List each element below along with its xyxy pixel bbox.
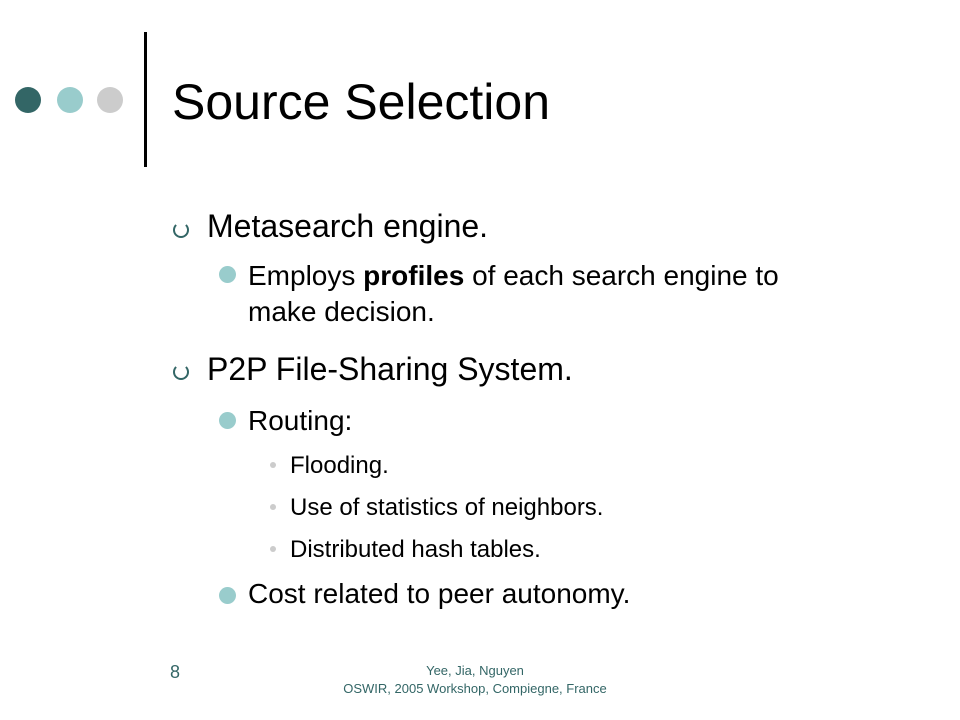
small-dot-bullet-icon xyxy=(270,546,276,552)
slide-title: Source Selection xyxy=(172,74,551,130)
filled-circle-bullet-icon xyxy=(219,587,236,604)
footer-venue: OSWIR, 2005 Workshop, Compiegne, France xyxy=(343,681,607,696)
open-circle-bullet-icon xyxy=(173,222,189,238)
footer-credits xyxy=(290,662,660,698)
text-profiles-rest: of each search engine to make decision. xyxy=(248,260,779,327)
text-profiles-bold: profiles xyxy=(363,260,465,291)
text-employs: Employs xyxy=(248,260,364,291)
bullet-statistics: Use of statistics of neighbors. xyxy=(290,494,604,521)
small-dot-bullet-icon xyxy=(270,504,276,510)
bullet-routing: Routing: xyxy=(248,405,353,436)
bullet-flooding: Flooding. xyxy=(290,452,389,479)
open-circle-bullet-icon xyxy=(173,364,189,380)
filled-circle-bullet-icon xyxy=(219,266,236,283)
page-number: 8 xyxy=(170,662,181,682)
bullet-metasearch: Metasearch engine. xyxy=(207,208,489,244)
filled-circle-bullet-icon xyxy=(219,412,236,429)
small-dot-bullet-icon xyxy=(270,462,276,468)
bullet-p2p: P2P File-Sharing System. xyxy=(207,351,573,387)
bullet-hash-tables: Distributed hash tables. xyxy=(290,536,541,563)
bullet-employs-profiles xyxy=(248,258,808,330)
bullet-cost: Cost related to peer autonomy. xyxy=(248,578,631,609)
footer-authors: Yee, Jia, Nguyen xyxy=(426,663,524,678)
